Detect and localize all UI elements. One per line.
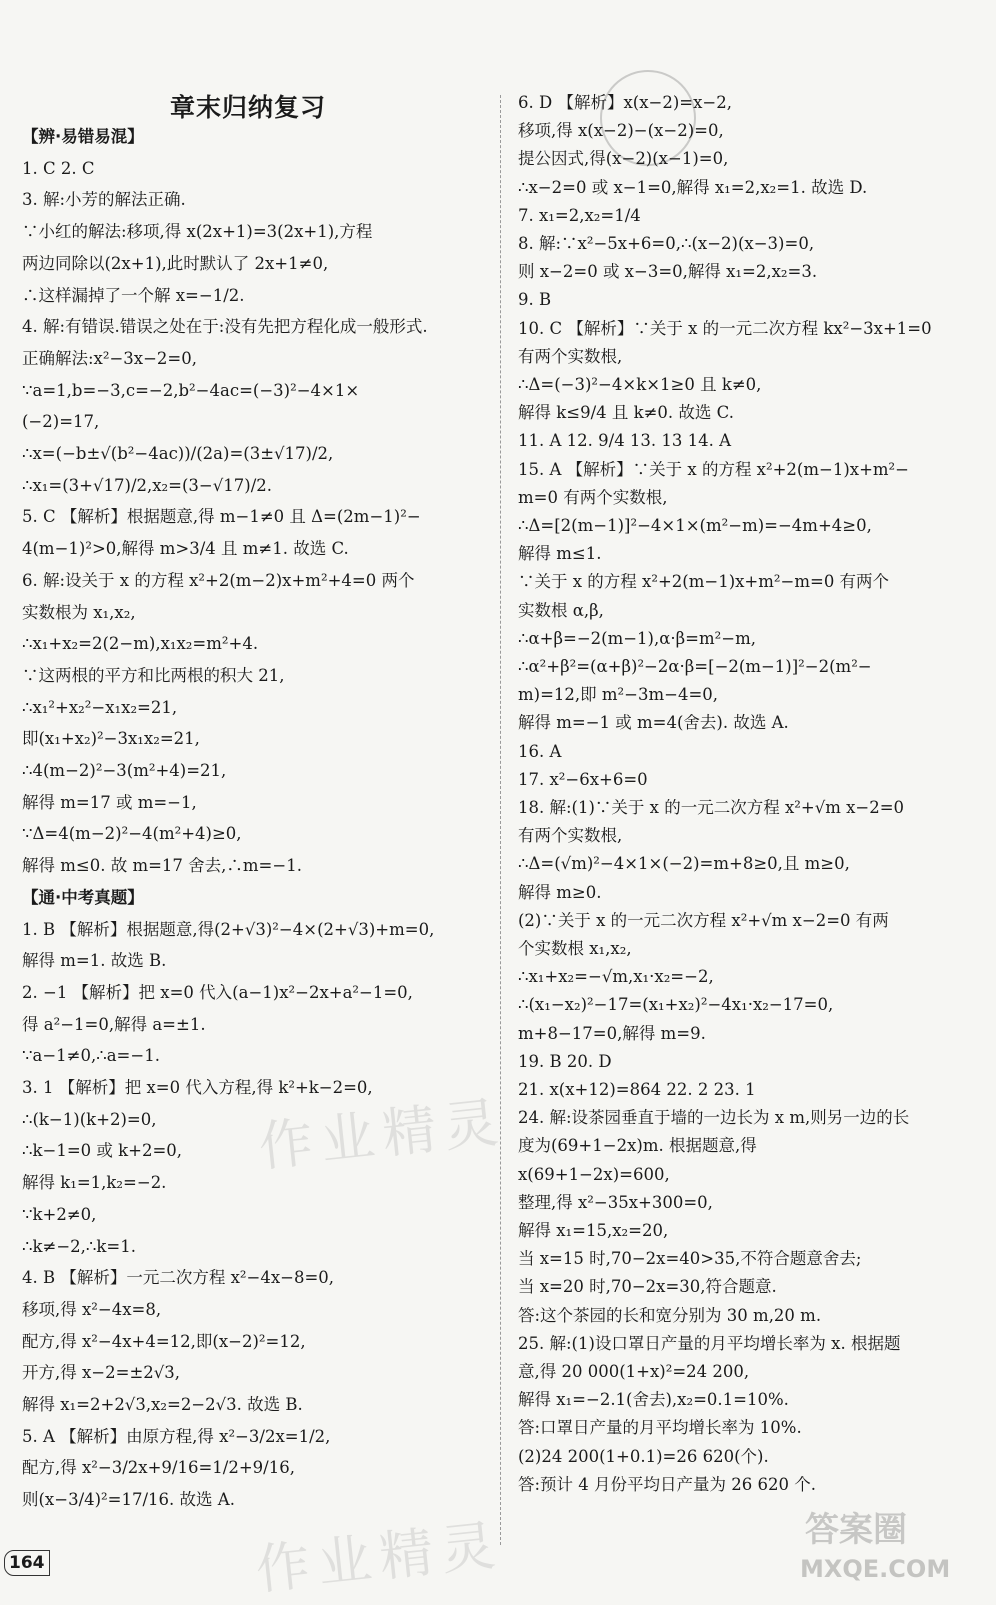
- answer-line: ∴x=(−b±√(b²−4ac))/(2a)=(3±√17)/2,: [22, 444, 334, 463]
- page-number: 164: [4, 1550, 50, 1576]
- answer-line: 度为(69+1−2x)m. 根据题意,得: [518, 1136, 757, 1156]
- answer-line: 则(x−3/4)²=17/16. 故选 A.: [22, 1490, 235, 1510]
- answer-line: 11. A 12. 9/4 13. 13 14. A: [518, 431, 732, 451]
- answer-line: 正确解法:x²−3x−2=0,: [22, 348, 197, 368]
- answer-line: 解得 x₁=2+2√3,x₂=2−2√3. 故选 B.: [22, 1395, 303, 1414]
- answer-line: 24. 解:设茶园垂直于墙的一边长为 x m,则另一边的长: [518, 1108, 910, 1128]
- answer-line: ∴x₁=(3+√17)/2,x₂=(3−√17)/2.: [22, 475, 273, 495]
- answer-line: 当 x=15 时,70−2x=40>35,不符合题意舍去;: [518, 1249, 862, 1269]
- answer-line: m+8−17=0,解得 m=9.: [518, 1023, 706, 1043]
- answer-line: 25. 解:(1)设口罩日产量的月平均增长率为 x. 根据题: [518, 1333, 901, 1353]
- answer-line: (2)24 200(1+0.1)=26 620(个).: [518, 1446, 769, 1466]
- answer-line: 解得 k≤9/4 且 k≠0. 故选 C.: [518, 403, 734, 423]
- answer-line: 解得 x₁=15,x₂=20,: [518, 1221, 669, 1240]
- answer-line: m)=12,即 m²−3m−4=0,: [518, 685, 719, 705]
- answer-line: ∵小红的解法:移项,得 x(2x+1)=3(2x+1),方程: [22, 222, 373, 242]
- answer-line: ∵k+2≠0,: [22, 1204, 97, 1224]
- answer-line: 解得 m≥0.: [518, 882, 602, 902]
- answer-line: 解得 k₁=1,k₂=−2.: [22, 1173, 167, 1193]
- answer-line: 解得 m=1. 故选 B.: [22, 951, 167, 971]
- answer-line: ∵关于 x 的方程 x²+2(m−1)x+m²−m=0 有两个: [518, 572, 890, 592]
- watermark-bottom: 作业精灵: [252, 1513, 507, 1602]
- answer-line: ∴α+β=−2(m−1),α·β=m²−m,: [518, 628, 756, 648]
- answer-line: 15. A 【解析】∵关于 x 的方程 x²+2(m−1)x+m²−: [518, 459, 909, 479]
- answer-line: (2)∵关于 x 的一元二次方程 x²+√m x−2=0 有两: [518, 910, 889, 930]
- answer-line: 整理,得 x²−35x+300=0,: [518, 1192, 713, 1212]
- section-heading: 【通·中考真题】: [22, 887, 144, 907]
- answer-line: 21. x(x+12)=864 22. 2 23. 1: [518, 1080, 756, 1099]
- answer-line: 配方,得 x²−4x+4=12,即(x−2)²=12,: [22, 1331, 306, 1351]
- answer-line: x(69+1−2x)=600,: [518, 1164, 670, 1184]
- answer-line: ∴α²+β²=(α+β)²−2α·β=[−2(m−1)]²−2(m²−: [518, 657, 872, 676]
- answer-line: ∵Δ=4(m−2)²−4(m²+4)≥0,: [22, 824, 242, 844]
- answer-line: 3. 1 【解析】把 x=0 代入方程,得 k²+k−2=0,: [22, 1078, 373, 1097]
- answer-line: 移项,得 x(x−2)−(x−2)=0,: [518, 121, 724, 141]
- answer-line: 解得 m≤1.: [518, 544, 602, 564]
- answer-line: 移项,得 x²−4x=8,: [22, 1299, 162, 1319]
- answer-line: ∴这样漏掉了一个解 x=−1/2.: [22, 285, 245, 305]
- answer-line: 1. C 2. C: [22, 158, 95, 178]
- answer-line: 9. B: [518, 290, 552, 310]
- answer-line: 1. B 【解析】根据题意,得(2+√3)²−4×(2+√3)+m=0,: [22, 919, 435, 939]
- answer-line: m=0 有两个实数根,: [518, 487, 668, 507]
- answer-line: ∴Δ=[2(m−1)]²−4×1×(m²−m)=−4m+4≥0,: [518, 516, 872, 535]
- answer-line: 配方,得 x²−3/2x+9/16=1/2+9/16,: [22, 1458, 295, 1478]
- answer-line: ∴Δ=(√m)²−4×1×(−2)=m+8≥0,且 m≥0,: [518, 854, 850, 874]
- answer-line: ∵a−1≠0,∴a=−1.: [22, 1046, 160, 1066]
- section-heading: 【辨·易错易混】: [22, 127, 144, 146]
- answer-line: ∴(k−1)(k+2)=0,: [22, 1109, 157, 1129]
- answer-line: 答:预计 4 月份平均日产量为 26 620 个.: [518, 1474, 817, 1494]
- answer-line: 2. −1 【解析】把 x=0 代入(a−1)x²−2x+a²−1=0,: [22, 982, 413, 1002]
- answer-line: ∵a=1,b=−3,c=−2,b²−4ac=(−3)²−4×1×: [22, 380, 360, 400]
- answer-line: 16. A: [518, 741, 562, 761]
- site-url: MXQE.COM: [800, 1555, 951, 1583]
- answer-line: 解得 m≤0. 故 m=17 舍去,∴m=−1.: [22, 856, 302, 876]
- answer-line: 18. 解:(1)∵关于 x 的一元二次方程 x²+√m x−2=0: [518, 798, 905, 817]
- column-divider: [500, 95, 501, 1545]
- answer-line: ∴Δ=(−3)²−4×k×1≥0 且 k≠0,: [518, 375, 762, 394]
- answer-line: ∴x₁²+x₂²−x₁x₂=21,: [22, 697, 178, 717]
- answer-line: 6. D 【解析】x(x−2)=x−2,: [518, 93, 732, 112]
- answer-line: 解得 x₁=−2.1(舍去),x₂=0.1=10%.: [518, 1390, 789, 1410]
- site-logo: 答案圈: [805, 1510, 907, 1550]
- answer-line: 即(x₁+x₂)²−3x₁x₂=21,: [22, 729, 200, 749]
- answer-line: ∴4(m−2)²−3(m²+4)=21,: [22, 761, 227, 780]
- answer-line: 有两个实数根,: [518, 346, 623, 366]
- answer-line: 4. B 【解析】一元二次方程 x²−4x−8=0,: [22, 1268, 335, 1288]
- answer-line: ∴(x₁−x₂)²−17=(x₁+x₂)²−4x₁·x₂−17=0,: [518, 995, 834, 1015]
- answer-line: ∵这两根的平方和比两根的积大 21,: [22, 665, 285, 685]
- answer-line: ∴k≠−2,∴k=1.: [22, 1236, 136, 1256]
- answer-line: 6. 解:设关于 x 的方程 x²+2(m−2)x+m²+4=0 两个: [22, 570, 415, 590]
- answer-line: 4. 解:有错误.错误之处在于:没有先把方程化成一般形式.: [22, 317, 428, 337]
- answer-line: 当 x=20 时,70−2x=30,符合题意.: [518, 1277, 777, 1297]
- answer-line: 解得 m=17 或 m=−1,: [22, 792, 197, 812]
- answer-line: 19. B 20. D: [518, 1051, 612, 1071]
- answer-line: (−2)=17,: [22, 412, 100, 432]
- answer-line: 开方,得 x−2=±2√3,: [22, 1363, 181, 1383]
- answer-line: 个实数根 x₁,x₂,: [518, 939, 632, 958]
- answer-line: 实数根为 x₁,x₂,: [22, 602, 136, 622]
- answer-line: 有两个实数根,: [518, 826, 623, 846]
- answer-line: 10. C 【解析】∵关于 x 的一元二次方程 kx²−3x+1=0: [518, 318, 932, 338]
- answer-line: ∴x₁+x₂=2(2−m),x₁x₂=m²+4.: [22, 634, 259, 654]
- answer-line: 解得 m=−1 或 m=4(舍去). 故选 A.: [518, 713, 789, 733]
- answer-line: 答:这个茶园的长和宽分别为 30 m,20 m.: [518, 1305, 822, 1325]
- answer-line: 则 x−2=0 或 x−3=0,解得 x₁=2,x₂=3.: [518, 262, 818, 282]
- answer-line: 7. x₁=2,x₂=1/4: [518, 205, 641, 225]
- answer-line: ∴x−2=0 或 x−1=0,解得 x₁=2,x₂=1. 故选 D.: [518, 177, 868, 197]
- answer-line: 4(m−1)²>0,解得 m>3/4 且 m≠1. 故选 C.: [22, 539, 349, 559]
- answer-line: 实数根 α,β,: [518, 600, 604, 620]
- answer-line: 提公因式,得(x−2)(x−1)=0,: [518, 149, 729, 169]
- answer-line: 5. A 【解析】由原方程,得 x²−3/2x=1/2,: [22, 1426, 331, 1446]
- answer-line: 8. 解:∵x²−5x+6=0,∴(x−2)(x−3)=0,: [518, 234, 815, 253]
- answer-line: 5. C 【解析】根据题意,得 m−1≠0 且 Δ=(2m−1)²−: [22, 507, 421, 527]
- answer-line: ∴k−1=0 或 k+2=0,: [22, 1141, 183, 1161]
- answer-line: 两边同除以(2x+1),此时默认了 2x+1≠0,: [22, 253, 329, 273]
- watermark-main: 作业精灵: [255, 1090, 510, 1179]
- answer-line: 3. 解:小芳的解法正确.: [22, 190, 186, 210]
- answer-line: 意,得 20 000(1+x)²=24 200,: [518, 1362, 750, 1381]
- answer-line: 答:口罩日产量的月平均增长率为 10%.: [518, 1418, 802, 1438]
- answer-line: 得 a²−1=0,解得 a=±1.: [22, 1014, 206, 1034]
- answer-line: ∴x₁+x₂=−√m,x₁·x₂=−2,: [518, 967, 714, 987]
- page-title: 章末归纳复习: [170, 93, 327, 122]
- answer-line: 17. x²−6x+6=0: [518, 769, 648, 789]
